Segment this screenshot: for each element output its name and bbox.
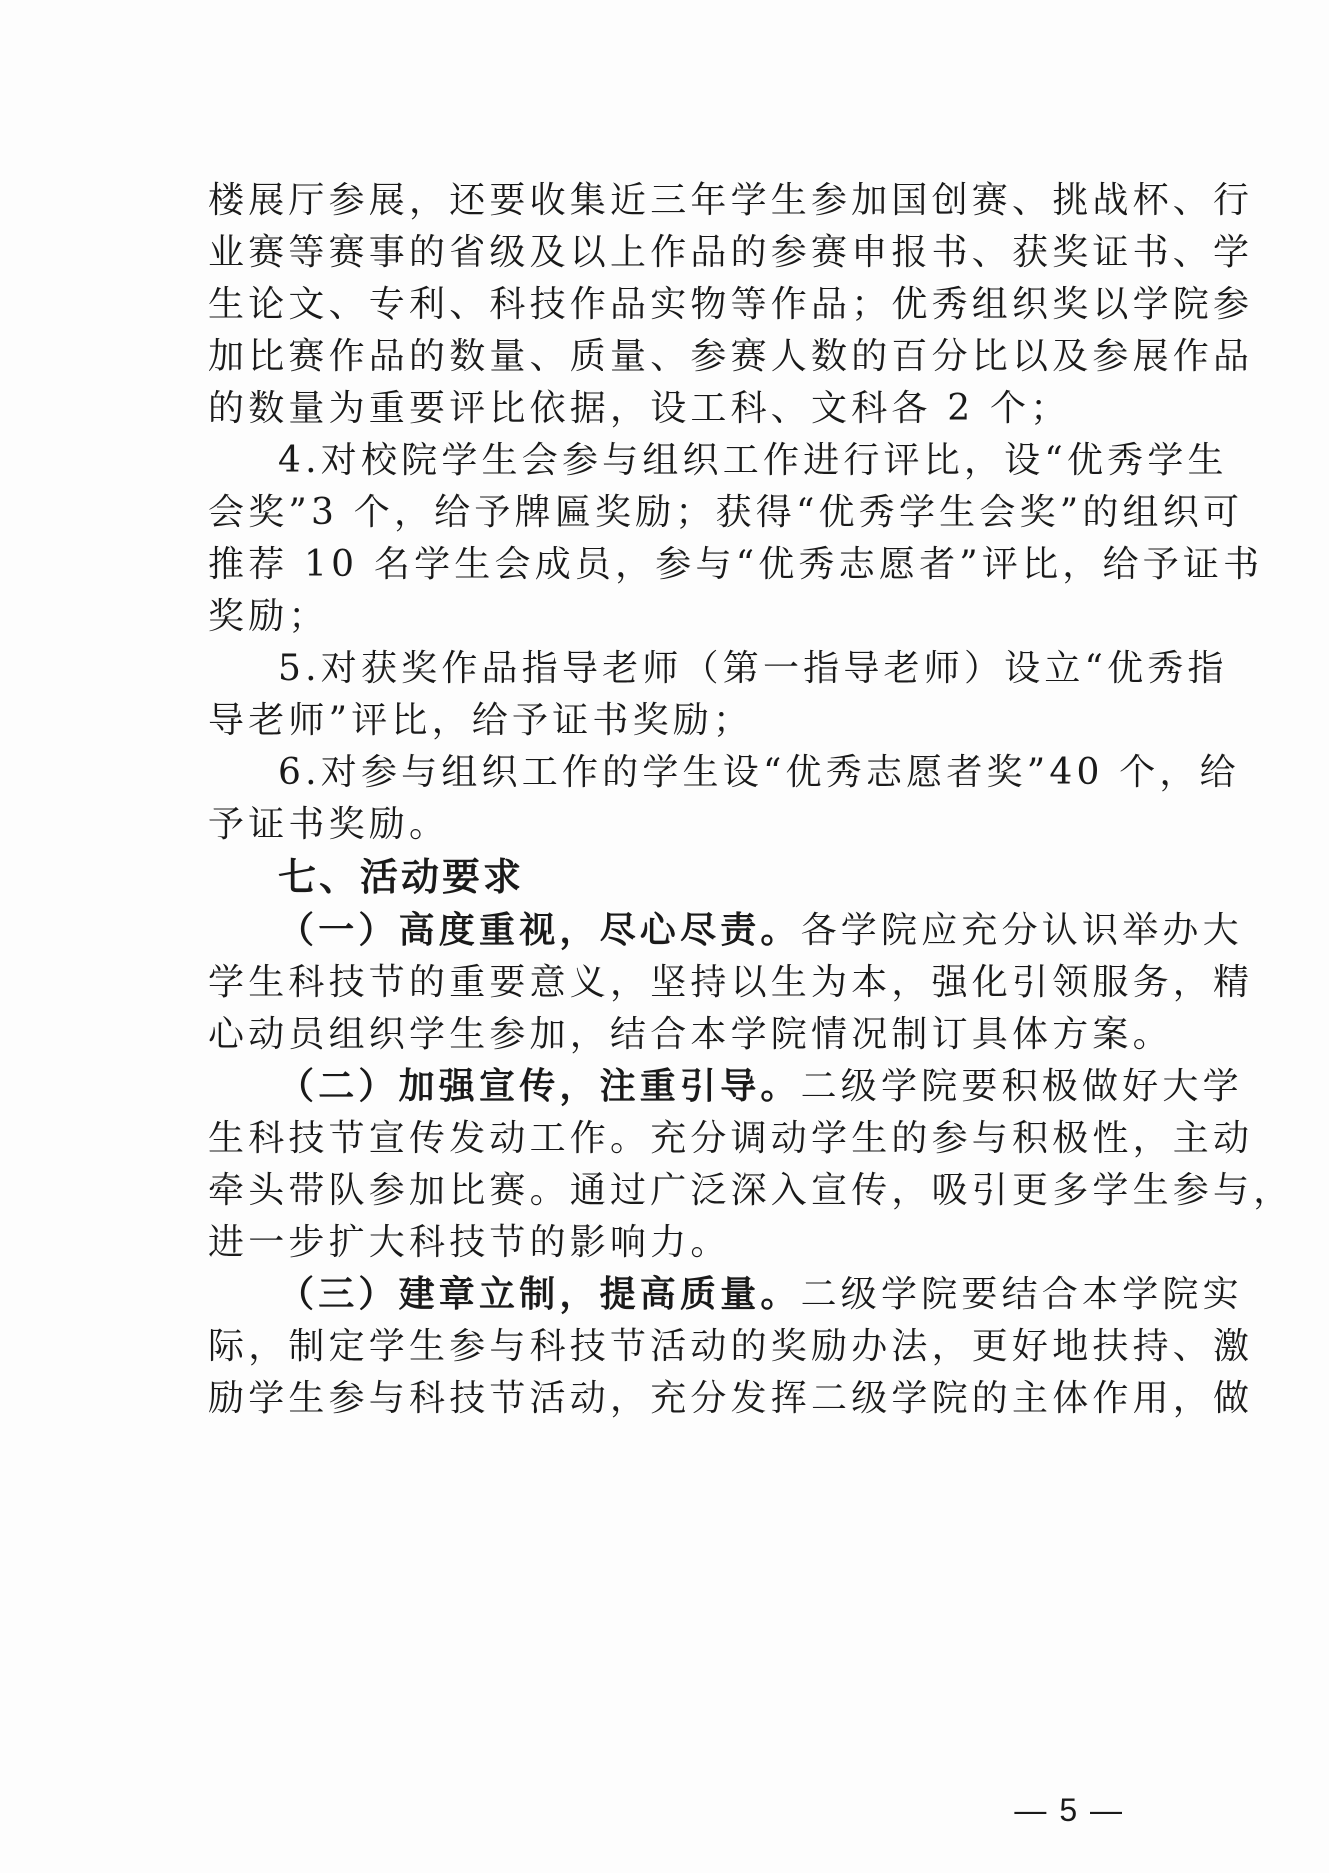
section-heading: 七、活动要求 [278, 855, 525, 899]
text-line: 牵头带队参加比赛。通过广泛深入宣传，吸引更多学生参与， [208, 1170, 1294, 1211]
text-line: 励学生参与科技节活动，充分发挥二级学院的主体作用，做 [208, 1378, 1254, 1419]
text-line: 际，制定学生参与科技节活动的奖励办法，更好地扶持、激 [208, 1326, 1254, 1367]
text-line: 予证书奖励。 [208, 804, 450, 845]
text-line: 进一步扩大科技节的影响力。 [208, 1222, 731, 1263]
requirement-text: 二级学院要积极做好大学 [800, 1066, 1243, 1107]
text-line: 心动员组织学生参加，结合本学院情况制订具体方案。 [208, 1014, 1173, 1055]
requirement-text: 各学院应充分认识举办大 [800, 910, 1243, 951]
text-line: 会奖”3 个，给予牌匾奖励；获得“优秀学生会奖”的组织可 [208, 492, 1244, 533]
text-line: 学生科技节的重要意义，坚持以生为本，强化引领服务，精 [208, 962, 1254, 1003]
text-line: 生科技节宣传发动工作。充分调动学生的参与积极性，主动 [208, 1118, 1254, 1159]
requirement-text: 二级学院要结合本学院实 [800, 1274, 1243, 1315]
text-line: 推荐 10 名学生会成员，参与“优秀志愿者”评比，给予证书 [208, 544, 1264, 585]
text-line: 6.对参与组织工作的学生设“优秀志愿者奖”40 个，给 [278, 752, 1240, 793]
text-line: 导老师”评比，给予证书奖励； [208, 700, 754, 741]
text-line: 楼展厅参展，还要收集近三年学生参加国创赛、挑战杯、行 [208, 180, 1254, 221]
requirement-lead: （一）高度重视，尽心尽责。 [278, 910, 801, 951]
text-line: 生论文、专利、科技作品实物等作品；优秀组织奖以学院参 [208, 284, 1254, 325]
requirement-lead: （三）建章立制，提高质量。 [278, 1274, 801, 1315]
text-line: 加比赛作品的数量、质量、参赛人数的百分比以及参展作品 [208, 336, 1254, 377]
requirement-lead: （二）加强宣传，注重引导。 [278, 1066, 801, 1107]
text-line: 5.对获奖作品指导老师（第一指导老师）设立“优秀指 [278, 648, 1228, 689]
text-line: 的数量为重要评比依据，设工科、文科各 2 个； [208, 388, 1071, 429]
text-line: 奖励； [208, 596, 329, 637]
text-line: 4.对校院学生会参与组织工作进行评比，设“优秀学生 [278, 440, 1228, 481]
text-line: 业赛等赛事的省级及以上作品的参赛申报书、获奖证书、学 [208, 232, 1254, 273]
page-number: — 5 — [1014, 1792, 1124, 1828]
